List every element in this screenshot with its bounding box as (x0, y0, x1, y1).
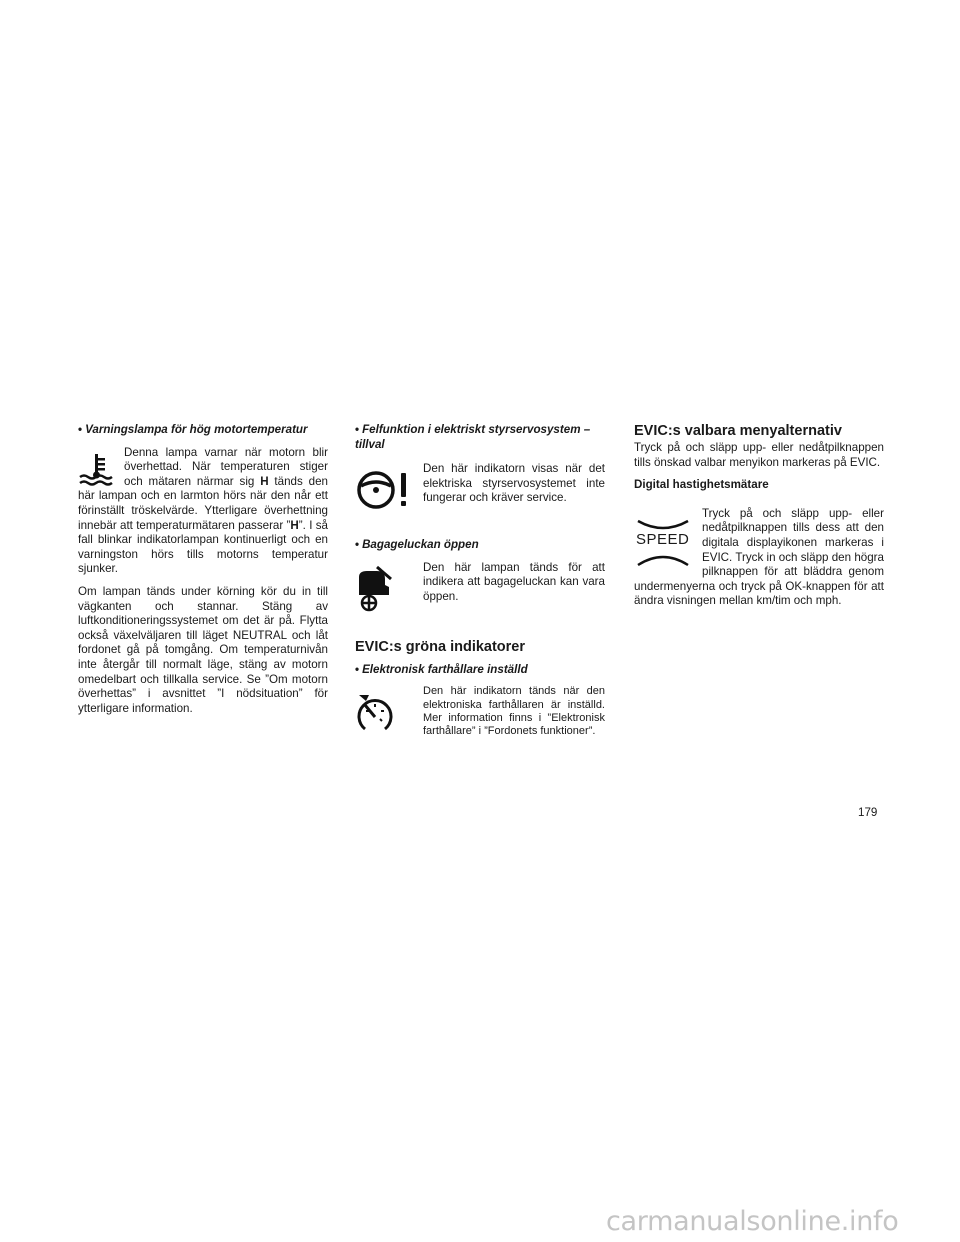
power-steering-text: Den här indikatorn visas när det elektriska styrservosystemet inte fungerar och kräver service. (423, 462, 605, 505)
cruise-control-block (355, 685, 605, 747)
speed-icon-label: SPEED (636, 530, 690, 548)
coolant-temperature-icon (78, 450, 114, 486)
section-title-green-indicators: EVIC:s gröna indikatorer (355, 638, 526, 655)
heading-high-temp-warning: • Varningslampa för hög motortemperatur (78, 423, 308, 436)
column-middle (355, 423, 605, 747)
heading-power-steering-fault: • Felfunktion i elektriskt styrservosystem – tillval (355, 423, 591, 451)
temp-warning-instructions: Om lampan tänds under körning kör du in till vägkanten och stannar. Stäng av luftkonditioneringssystemet om det är på. Flytta också växelväljaren till läget NEUTRAL och låt fordonet gå på tomgång. Om temperaturnivån inte återgår till normalt läge, stäng av motorn omedelbart och tillkalla service. Se ”Om motorn överhettas” i avsnittet ”I nödsituation” för ytterligare information. (78, 584, 328, 715)
column-left (78, 423, 328, 724)
heading-cruise-control-set: • Elektronisk farthållare inställd (355, 662, 528, 676)
power-steering-block (355, 462, 605, 514)
column-right (634, 423, 884, 617)
temp-warning-text: Denna lampa varnar när motorn blir överhettad. När temperaturen stiger och mätaren närmar sig H tänds den här lampan och en larmton hörs när den når ett förinställt tröskelvärde. Ytterligare överhettning innebär att temperaturmätaren passerar ”H”. I så fall blinkar indikatorlampan kontinuerligt och en varningston hörs tills motorns temperatur sjunker. (78, 445, 328, 576)
section-title-selectable-menu: EVIC:s valbara menyalternativ (634, 423, 842, 439)
steering-wheel-warning-icon (355, 470, 413, 510)
subheading-digital-speedometer: Digital hastighetsmätare (634, 478, 769, 492)
trunk-open-icon (355, 565, 395, 613)
watermark: carmanualsonline.info (606, 1206, 899, 1237)
trunk-open-text: Den här lampan tänds för att indikera att bagageluckan kan vara öppen. (423, 560, 605, 603)
page-number: 179 (858, 806, 878, 819)
trunk-open-block (355, 561, 605, 615)
digital-speedometer-text: Tryck på och släpp upp- eller nedåtpilknappen tills dess att den digitala displayikonen markeras i EVIC. Tryck in och släpp den högra pilknappen för att bläddra genom undermenyerna och tryck på OK-knappen för att ändra visningen mellan km/tim och mph. (634, 506, 884, 608)
speed-display-icon (634, 513, 692, 571)
digital-speedometer-block (634, 507, 884, 617)
cruise-control-text: Den här indikatorn tänds när den elektroniska farthållaren är inställd. Mer information finns i ”Elektronisk farthållare” i ”Fordonets funktioner”. (423, 685, 605, 738)
temp-warning-block (78, 446, 328, 585)
selectable-menu-intro: Tryck på och släpp upp- eller nedåtpilknappen tills önskad valbar menyikon markeras på EVIC. (634, 441, 884, 469)
heading-trunk-open: • Bagageluckan öppen (355, 537, 479, 551)
cruise-control-speedometer-icon (355, 691, 395, 735)
